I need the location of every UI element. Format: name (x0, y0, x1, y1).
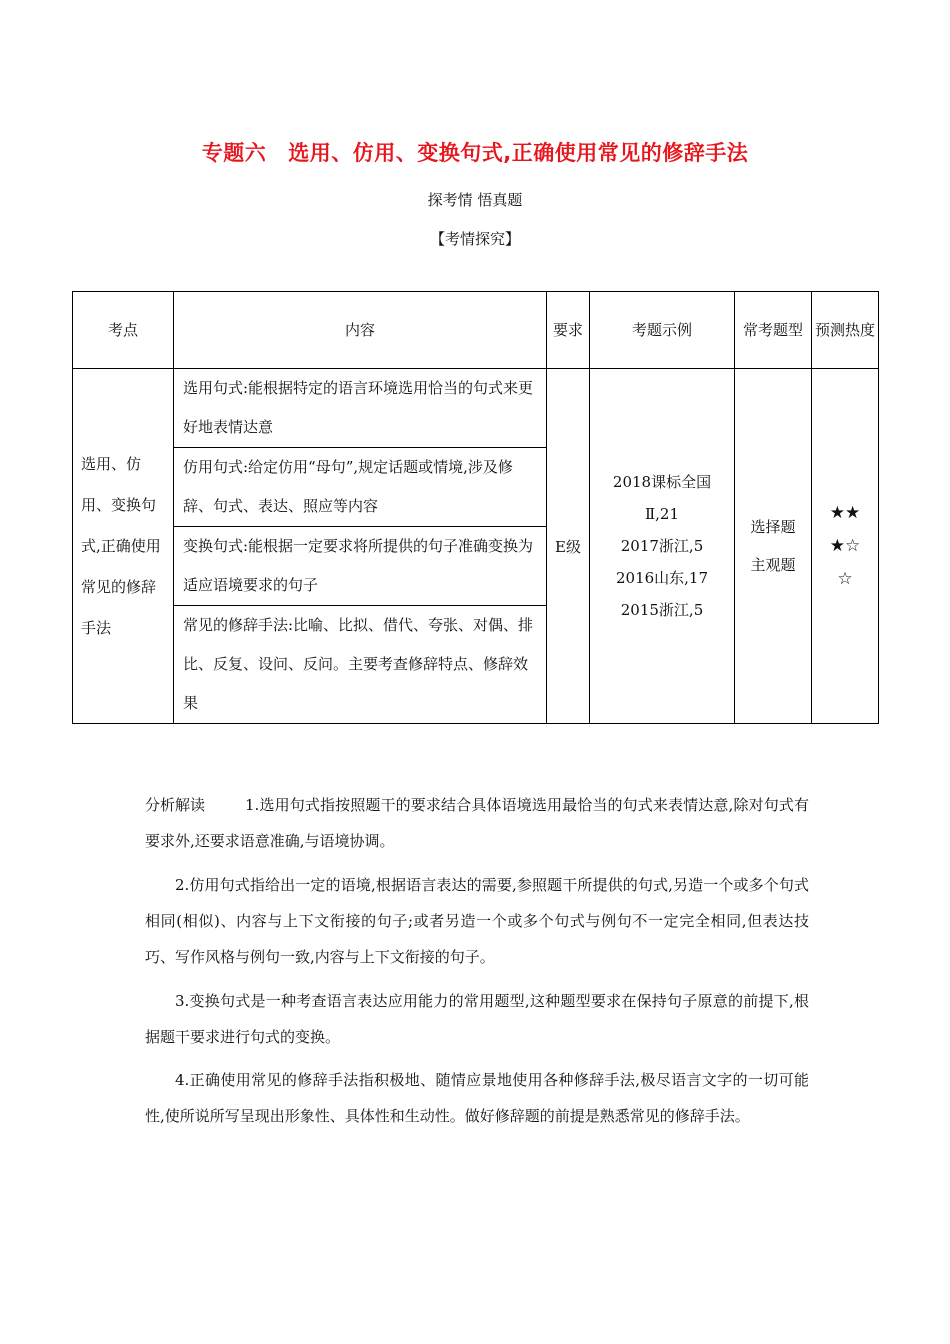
analysis-paragraph-3 (145, 983, 809, 1055)
section-label: 【考情探究】 (429, 230, 520, 248)
page-title (0, 137, 950, 167)
header-requirement: 要求 (547, 292, 590, 369)
header-topic: 考点 (73, 292, 174, 369)
question-type: 选择题 (750, 518, 796, 536)
header-examples: 考题示例 (590, 292, 735, 369)
analysis-paragraph-4 (145, 1062, 809, 1134)
question-types-cell (735, 369, 812, 724)
header-question-types: 常考题型 (735, 292, 812, 369)
analysis-text-1: 1.选用句式指按照题干的要求结合具体语境选用最恰当的句式来表情达意,除对句式有要求外,还要求语意准确,与语境协调。 (145, 796, 809, 850)
topic-cell: 选用、仿用、变换句式,正确使用常见的修辞手法 (73, 369, 174, 724)
example-item: 2018课标全国Ⅱ,21 (612, 473, 712, 523)
table-header-row (73, 292, 879, 369)
header-content: 内容 (174, 292, 547, 369)
subtitle: 探考情 悟真题 (427, 191, 523, 209)
content-cell-imitate: 仿用句式:给定仿用“母句”,规定话题或情境,涉及修辞、句式、表达、照应等内容 (174, 448, 547, 527)
table-row (73, 369, 879, 448)
content-cell-select: 选用句式:能根据特定的语言环境选用恰当的句式来更好地表情达意 (174, 369, 547, 448)
example-item: 2015浙江,5 (620, 601, 704, 619)
example-item: 2016山东,17 (615, 569, 709, 587)
requirement-cell: E级 (547, 369, 590, 724)
exam-analysis-table (72, 291, 879, 724)
content-cell-transform: 变换句式:能根据一定要求将所提供的句子准确变换为适应语境要求的句子 (174, 527, 547, 606)
analysis-lead: 分析解读 (145, 796, 206, 814)
star-icon: ★★ (829, 502, 861, 523)
example-item: 2017浙江,5 (620, 537, 704, 555)
content-cell-rhetoric: 常见的修辞手法:比喻、比拟、借代、夸张、对偶、排比、反复、设问、反问。主要考查修辞特点、修辞效果 (174, 606, 547, 724)
question-type: 主观题 (750, 556, 796, 574)
title-topic-name: 选用、仿用、变换句式,正确使用常见的修辞手法 (288, 141, 749, 165)
analysis-paragraph-1 (145, 787, 809, 859)
star-icon: ☆ (837, 568, 853, 589)
examples-cell (590, 369, 735, 724)
heat-rating (812, 369, 879, 724)
analysis-text-2: 2.仿用句式指给出一定的语境,根据语言表达的需要,参照题干所提供的句式,另造一个或多个句式相同(相似)、内容与上下文衔接的句子;或者另造一个或多个句式与例句不一定完全相同,但表达技巧、写作风格与例句一致,内容与上下文衔接的句子。 (145, 876, 809, 966)
analysis-paragraph-2 (145, 867, 809, 975)
title-topic-number: 专题六 (201, 141, 267, 165)
analysis-text-3: 3.变换句式是一种考查语言表达应用能力的常用题型,这种题型要求在保持句子原意的前提下,根据题干要求进行句式的变换。 (145, 992, 809, 1046)
analysis-text-4: 4.正确使用常见的修辞手法指积极地、随情应景地使用各种修辞手法,极尽语言文字的一切可能性,使所说所写呈现出形象性、具体性和生动性。做好修辞题的前提是熟悉常见的修辞手法。 (145, 1071, 809, 1125)
star-icon: ★☆ (829, 535, 861, 556)
header-heat: 预测热度 (812, 292, 879, 369)
